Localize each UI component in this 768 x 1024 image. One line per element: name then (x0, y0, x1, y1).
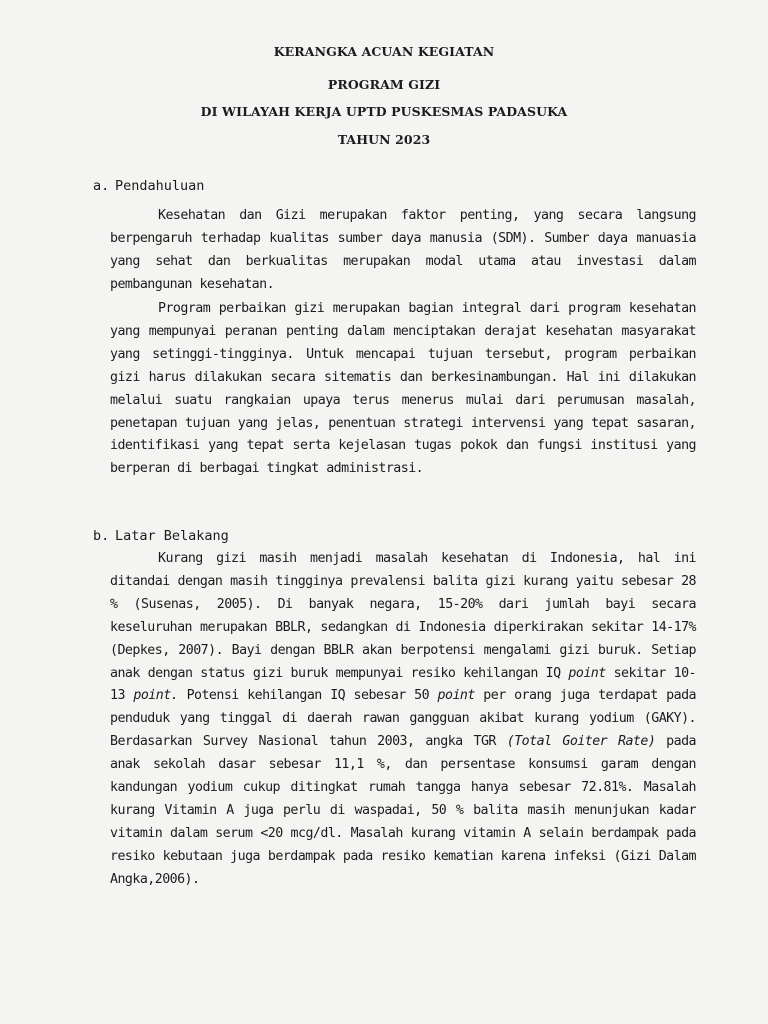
section-b-heading (93, 528, 229, 544)
document-title-line-4: TAHUN 2023 (337, 132, 431, 147)
section-a-paragraph-1: Kesehatan dan Gizi merupakan faktor penting, yang secara langsung berpengaruh terhadap kualitas sumber daya manusia (SDM). Sumber daya manuasia yang sehat dan berkualitas merupakan modal utama atau investasi dalam pembangunan kesehatan. (110, 208, 696, 292)
section-b-text-5: pada anak sekolah dasar sebesar 11,1 %, dan persentase konsumsi garam dengan kandungan yodium cukup ditingkat rumah tangga hanya sebesar 72.81%. Masalah kurang Vitamin A juga perlu di waspadai, 50 % balita masih menunjukan kadar vitamin dalam serum <20 mcg/dl. Masalah kurang vitamin A selain berdampak pada resiko kebutaan juga berdampak pada resiko kematian karena infeksi (Gizi Dalam Angka,2006). (110, 734, 696, 887)
section-b-italic-1: point (568, 665, 606, 681)
document-title-line-2: PROGRAM GIZI (327, 77, 441, 92)
section-b-italic-3: point (437, 688, 475, 704)
section-b-text-2: sekitar 10-13 (110, 665, 696, 704)
section-b-text-3: Potensi kehilangan IQ sebesar 50 (186, 688, 430, 704)
section-a-title: Pendahuluan (115, 178, 205, 194)
section-b-italic-4: (Total Goiter Rate) (506, 734, 656, 750)
document-title-line-3: DI WILAYAH KERJA UPTD PUSKESMAS PADASUKA (200, 104, 568, 119)
document-title-line-1: KERANGKA ACUAN KEGIATAN (273, 44, 495, 59)
section-a-marker: a. (93, 178, 110, 194)
section-b-italic-2: point. (133, 688, 179, 704)
section-a-heading (93, 178, 204, 194)
section-b-title: Latar Belakang (115, 528, 229, 544)
section-b-paragraph (110, 548, 696, 892)
section-a-paragraph-2: Program perbaikan gizi merupakan bagian integral dari program kesehatan yang mempunyai peranan penting dalam menciptakan derajat kesehatan masyarakat yang setinggi-tingginya. Untuk mencapai tujuan tersebut, program perbaikan gizi harus dilakukan secara sitematis dan berkesinambungan. Hal ini dilakukan melalui suatu rangkaian upaya terus menerus mulai dari perumusan masalah, penetapan tujuan yang jelas, penentuan strategi intervensi yang tepat sasaran, identifikasi yang tepat serta kejelasan tugas pokok dan fungsi institusi yang berperan di berbagai tingkat administrasi. (110, 301, 696, 477)
section-b-text-1: Kurang gizi masih menjadi masalah kesehatan di Indonesia, hal ini ditandai dengan masih tingginya prevalensi balita gizi kurang yaitu sebesar 28 % (Susenas, 2005). Di banyak negara, 15-20% dari jumlah bayi secara keseluruhan merupakan BBLR, sedangkan di Indonesia diperkirakan sekitar 14-17% (Depkes, 2007). Bayi dengan BBLR akan berpotensi mengalami gizi buruk. Setiap anak dengan status gizi buruk mempunyai resiko kehilangan IQ (110, 551, 696, 681)
section-b-marker: b. (93, 528, 110, 544)
section-b-text-4: per orang juga terdapat pada penduduk yang tinggal di daerah rawan gangguan akibat kurang yodium (GAKY). Berdasarkan Survey Nasional tahun 2003, angka TGR (110, 688, 696, 750)
